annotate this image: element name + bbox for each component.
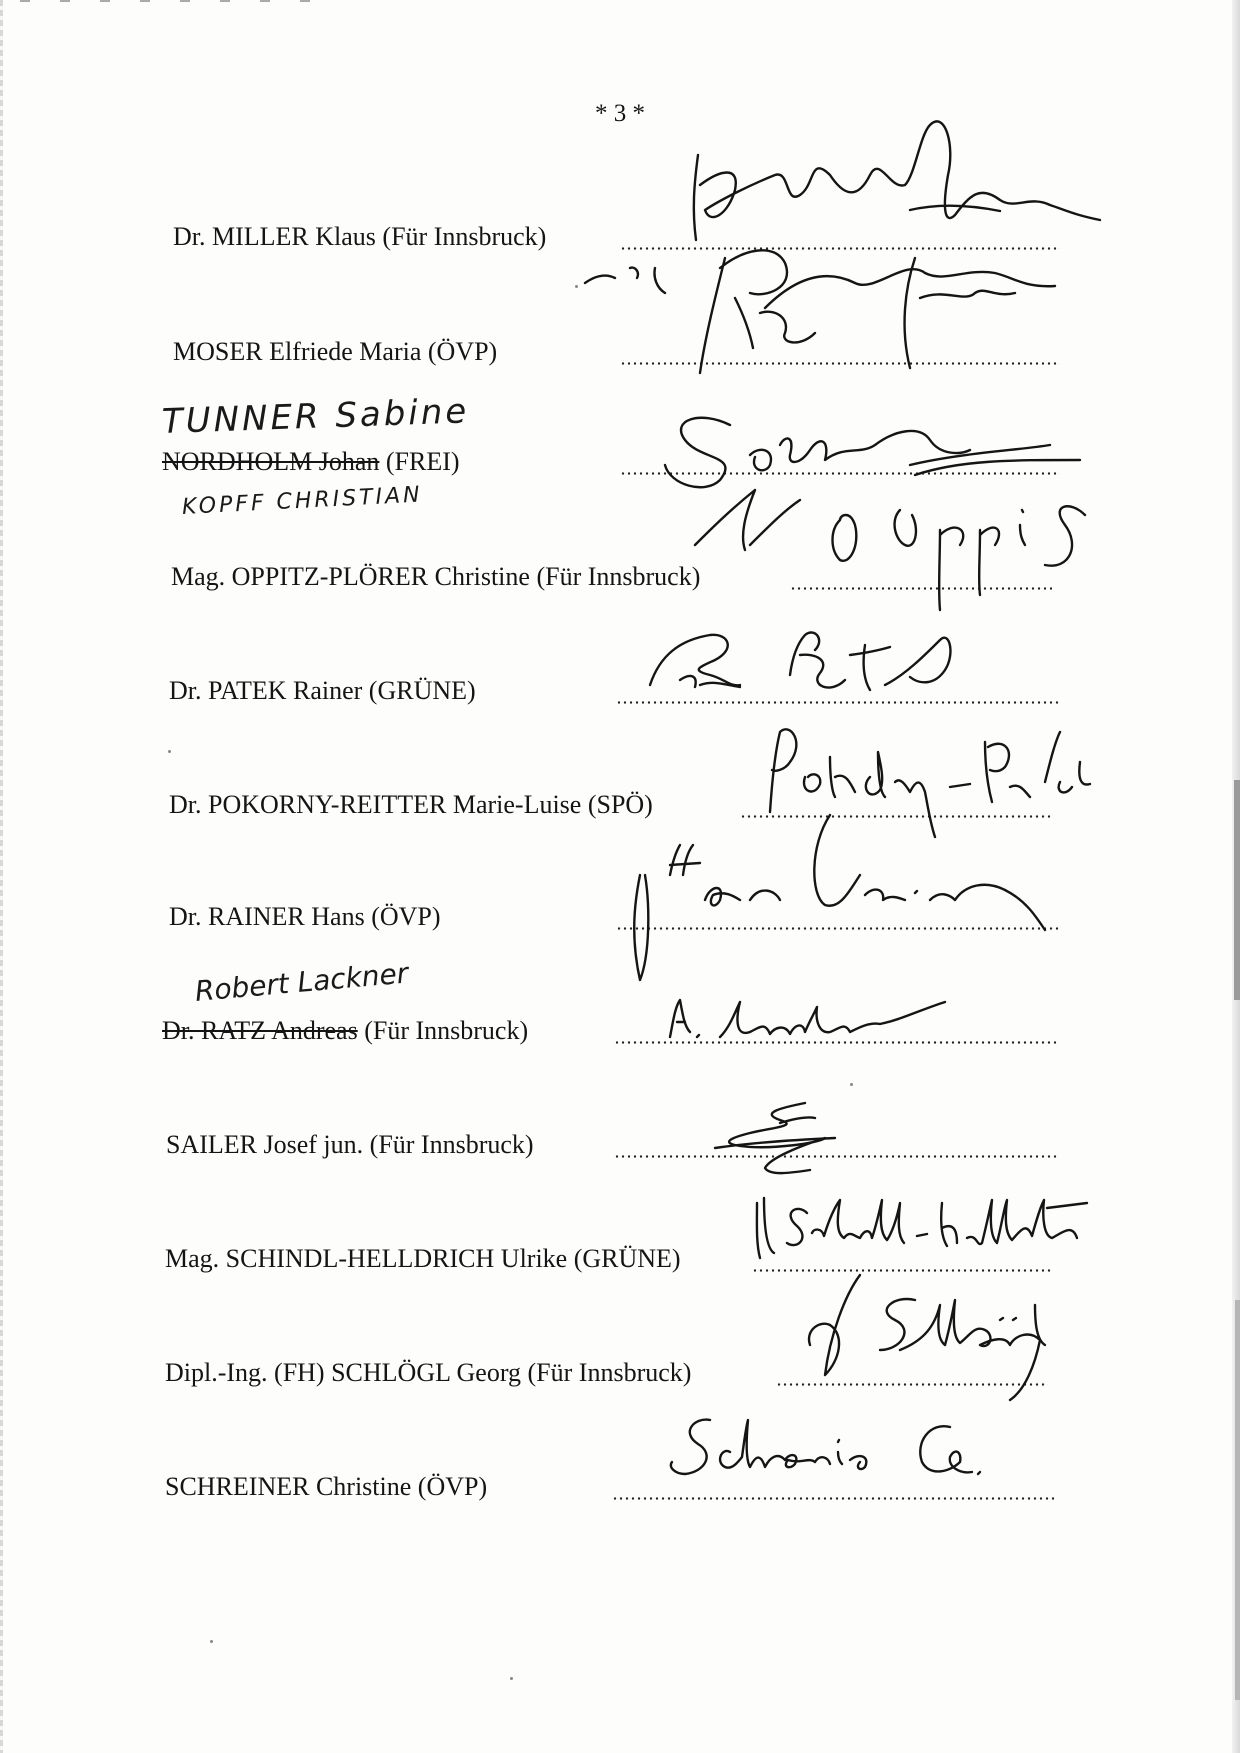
signature-row bbox=[0, 1070, 1240, 1160]
signature-lackner bbox=[655, 982, 955, 1052]
signatory-name: Dipl.-Ing. (FH) SCHLÖGL Georg (Für Innsbruck) bbox=[165, 1358, 692, 1387]
signatory-name: Mag. SCHINDL-HELLDRICH Ulrike (GRÜNE) bbox=[165, 1244, 681, 1273]
signature-schreiner bbox=[660, 1412, 1060, 1492]
struck-name: NORDHOLM Johan bbox=[162, 447, 380, 476]
signatory-name: Dr. MILLER Klaus (Für Innsbruck) bbox=[173, 222, 547, 251]
signature-patek bbox=[640, 615, 980, 710]
signature-sailer bbox=[710, 1098, 840, 1178]
signatory-name bbox=[162, 1016, 528, 1046]
handwritten-note: KOPFF CHRISTIAN bbox=[181, 482, 424, 520]
handwritten-replacement-name: TUNNER Sabine bbox=[161, 391, 470, 442]
signatory-name: Dr. POKORNY-REITTER Marie-Luise (SPÖ) bbox=[169, 790, 653, 819]
signatory-name: Dr. PATEK Rainer (GRÜNE) bbox=[169, 676, 476, 705]
handwritten-replacement-name: Robert Lackner bbox=[193, 956, 410, 1008]
signature-row bbox=[0, 616, 1240, 706]
signature-row bbox=[0, 956, 1240, 1046]
signature-line bbox=[612, 1497, 1056, 1500]
faction-label: (FREI) bbox=[379, 447, 460, 476]
scan-speck bbox=[575, 285, 578, 288]
scan-speck bbox=[850, 1083, 853, 1086]
signatory-name: Dr. RAINER Hans (ÖVP) bbox=[169, 902, 441, 931]
scan-speck bbox=[510, 1677, 513, 1680]
scan-speck bbox=[210, 1640, 213, 1643]
signatory-name: SAILER Josef jun. (Für Innsbruck) bbox=[166, 1130, 534, 1159]
signatory-name: Mag. OPPITZ-PLÖRER Christine (Für Innsbruck) bbox=[171, 562, 701, 591]
signature-miller bbox=[680, 115, 1100, 255]
scan-speck bbox=[168, 750, 171, 753]
signature-schloegl bbox=[785, 1265, 1065, 1415]
struck-name: Dr. RATZ Andreas bbox=[162, 1016, 358, 1045]
signatory-name: MOSER Elfriede Maria (ÖVP) bbox=[173, 337, 498, 366]
scan-top-marks bbox=[20, 0, 340, 2]
signature-moser bbox=[575, 238, 1065, 378]
signatory-name bbox=[162, 447, 460, 477]
signatory-name: SCHREINER Christine (ÖVP) bbox=[165, 1472, 488, 1501]
signature-schindl bbox=[752, 1188, 1092, 1268]
page-number: * 3 * bbox=[595, 100, 645, 127]
faction-label: (Für Innsbruck) bbox=[357, 1016, 529, 1045]
signature-oppitz bbox=[690, 470, 1090, 630]
